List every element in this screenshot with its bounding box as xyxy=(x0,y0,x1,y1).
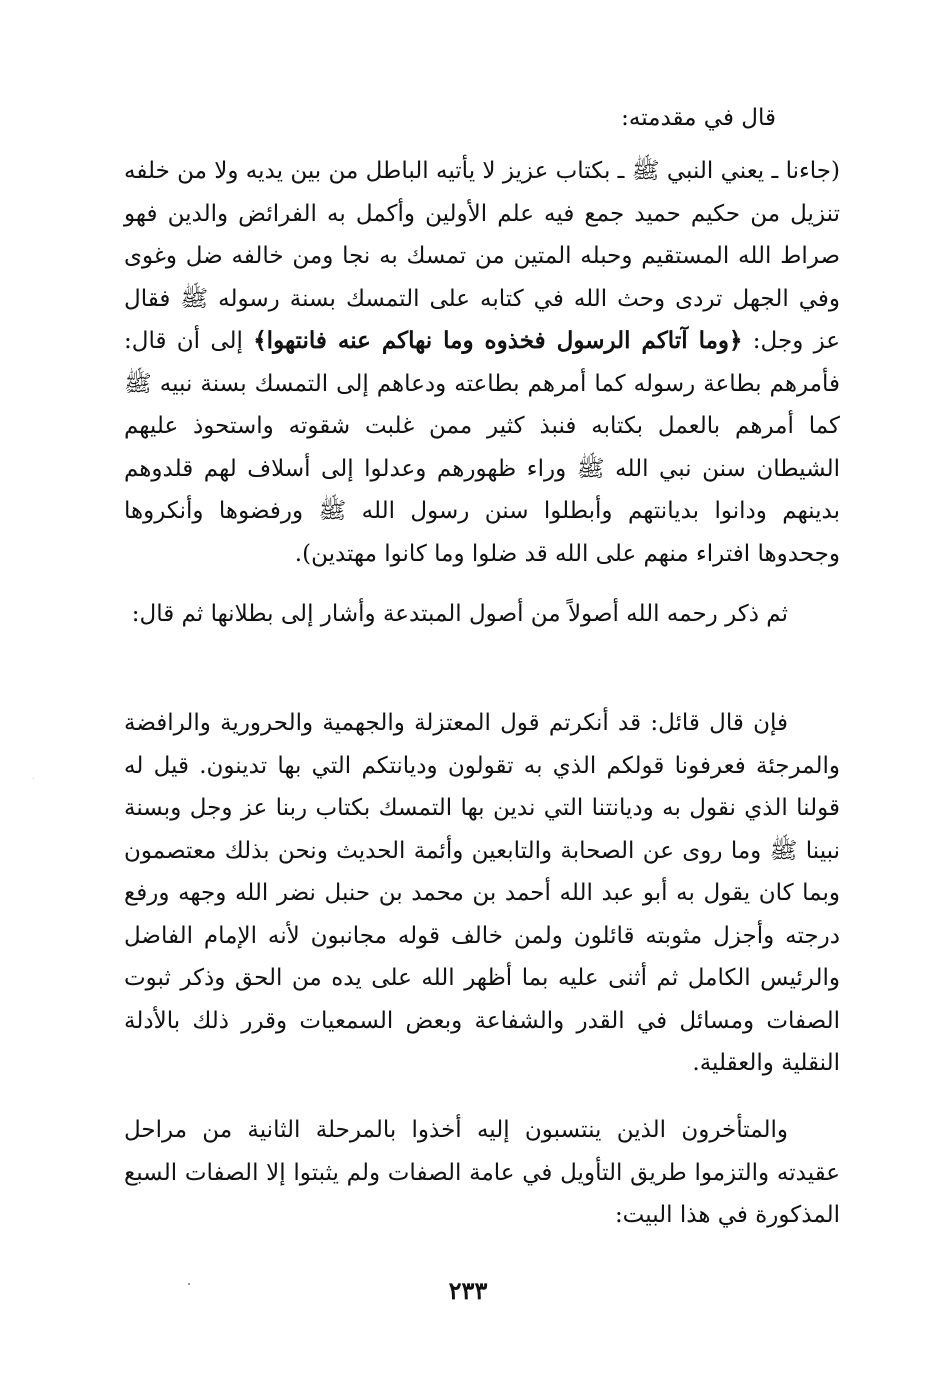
scan-speck xyxy=(33,778,34,779)
objection-paragraph: فإن قال قائل: قد أنكرتم قول المعتزلة والجهمية والحرورية والرافضة والمرجئة فعرفونا قولكم الذي به تقولون وديانتكم التي بها تدينون. قيل له قولنا الذي نقول به وديانتنا التي ندين بها التمسك بكتاب ربنا عز وجل وبسنة نبينا ﷺ وما روى عن الصحابة والتابعين وأئمة الحديث ونحن بذلك معتصمون وبما كان يقول به أبو عبد الله أحمد بن محمد بن حنبل نضر الله وجهه ورفع درجته وأجزل مثوبته قائلون ولمن خالف قوله مجانبون لأنه الإمام الفاضل والرئيس الكامل ثم أثنى عليه بما أظهر الله على يده من الحق وذكر ثبوت الصفات ومسائل في القدر والشفاعة وبعض السمعيات وقرر ذلك بالأدلة النقلية والعقلية. xyxy=(124,710,840,1076)
quote-text-part2: إلى أن قال: فأمرهم بطاعة رسوله كما أمرهم بطاعته ودعاهم إلى التمسك بسنة نبيه ﷺ كما أمرهم بالعمل بكتابه فنبذ كثير ممن غلبت شقوته واستحوذ عليهم الشيطان سنن نبي الله ﷺ وراء ظهورهم وعدلوا إلى أسلاف لهم قلدوهم بدينهم ودانوا بديانتهم وأبطلوا سنن رسول الله ﷺ ورفضوها وأنكروها وجحدوها افتراء منهم على الله قد ضلوا وما كانوا مهتدين). xyxy=(124,328,840,567)
scan-speck xyxy=(188,1283,190,1285)
intro-quote-paragraph xyxy=(124,150,840,575)
quran-verse: ﴿وما آتاكم الرسول فخذوه وما نهاكم عنه فانتهوا﴾ xyxy=(253,327,743,354)
section-heading: قال في مقدمته: xyxy=(621,105,776,131)
mid-paragraph: ثم ذكر رحمه الله أصولاً من أصول المبتدعة وأشار إلى بطلانها ثم قال: xyxy=(131,601,788,627)
quote-text-part1: (جاءنا ـ يعني النبي ﷺ ـ بكتاب عزيز لا يأتيه الباطل من بين يديه ولا من خلفه تنزيل من حكيم حميد جمع فيه علم الأولين وأكمل به الفرائض والدين فهو صراط الله المستقيم وحبله المتين من تمسك به نجا ومن خالفه ضل وغوى وفي الجهل تردى وحث الله في كتابه على التمسك بسنة رسوله ﷺ فقال عز وجل: xyxy=(124,158,841,354)
page-number: ٢٣٣ xyxy=(448,1276,488,1305)
later-paragraph: والمتأخرون الذين ينتسبون إليه أخذوا بالمرحلة الثانية من مراحل عقيدته والتزموا طريق التأويل في عامة الصفات ولم يثبتوا إلا الصفات السبع المذكورة في هذا البيت: xyxy=(124,1117,840,1228)
